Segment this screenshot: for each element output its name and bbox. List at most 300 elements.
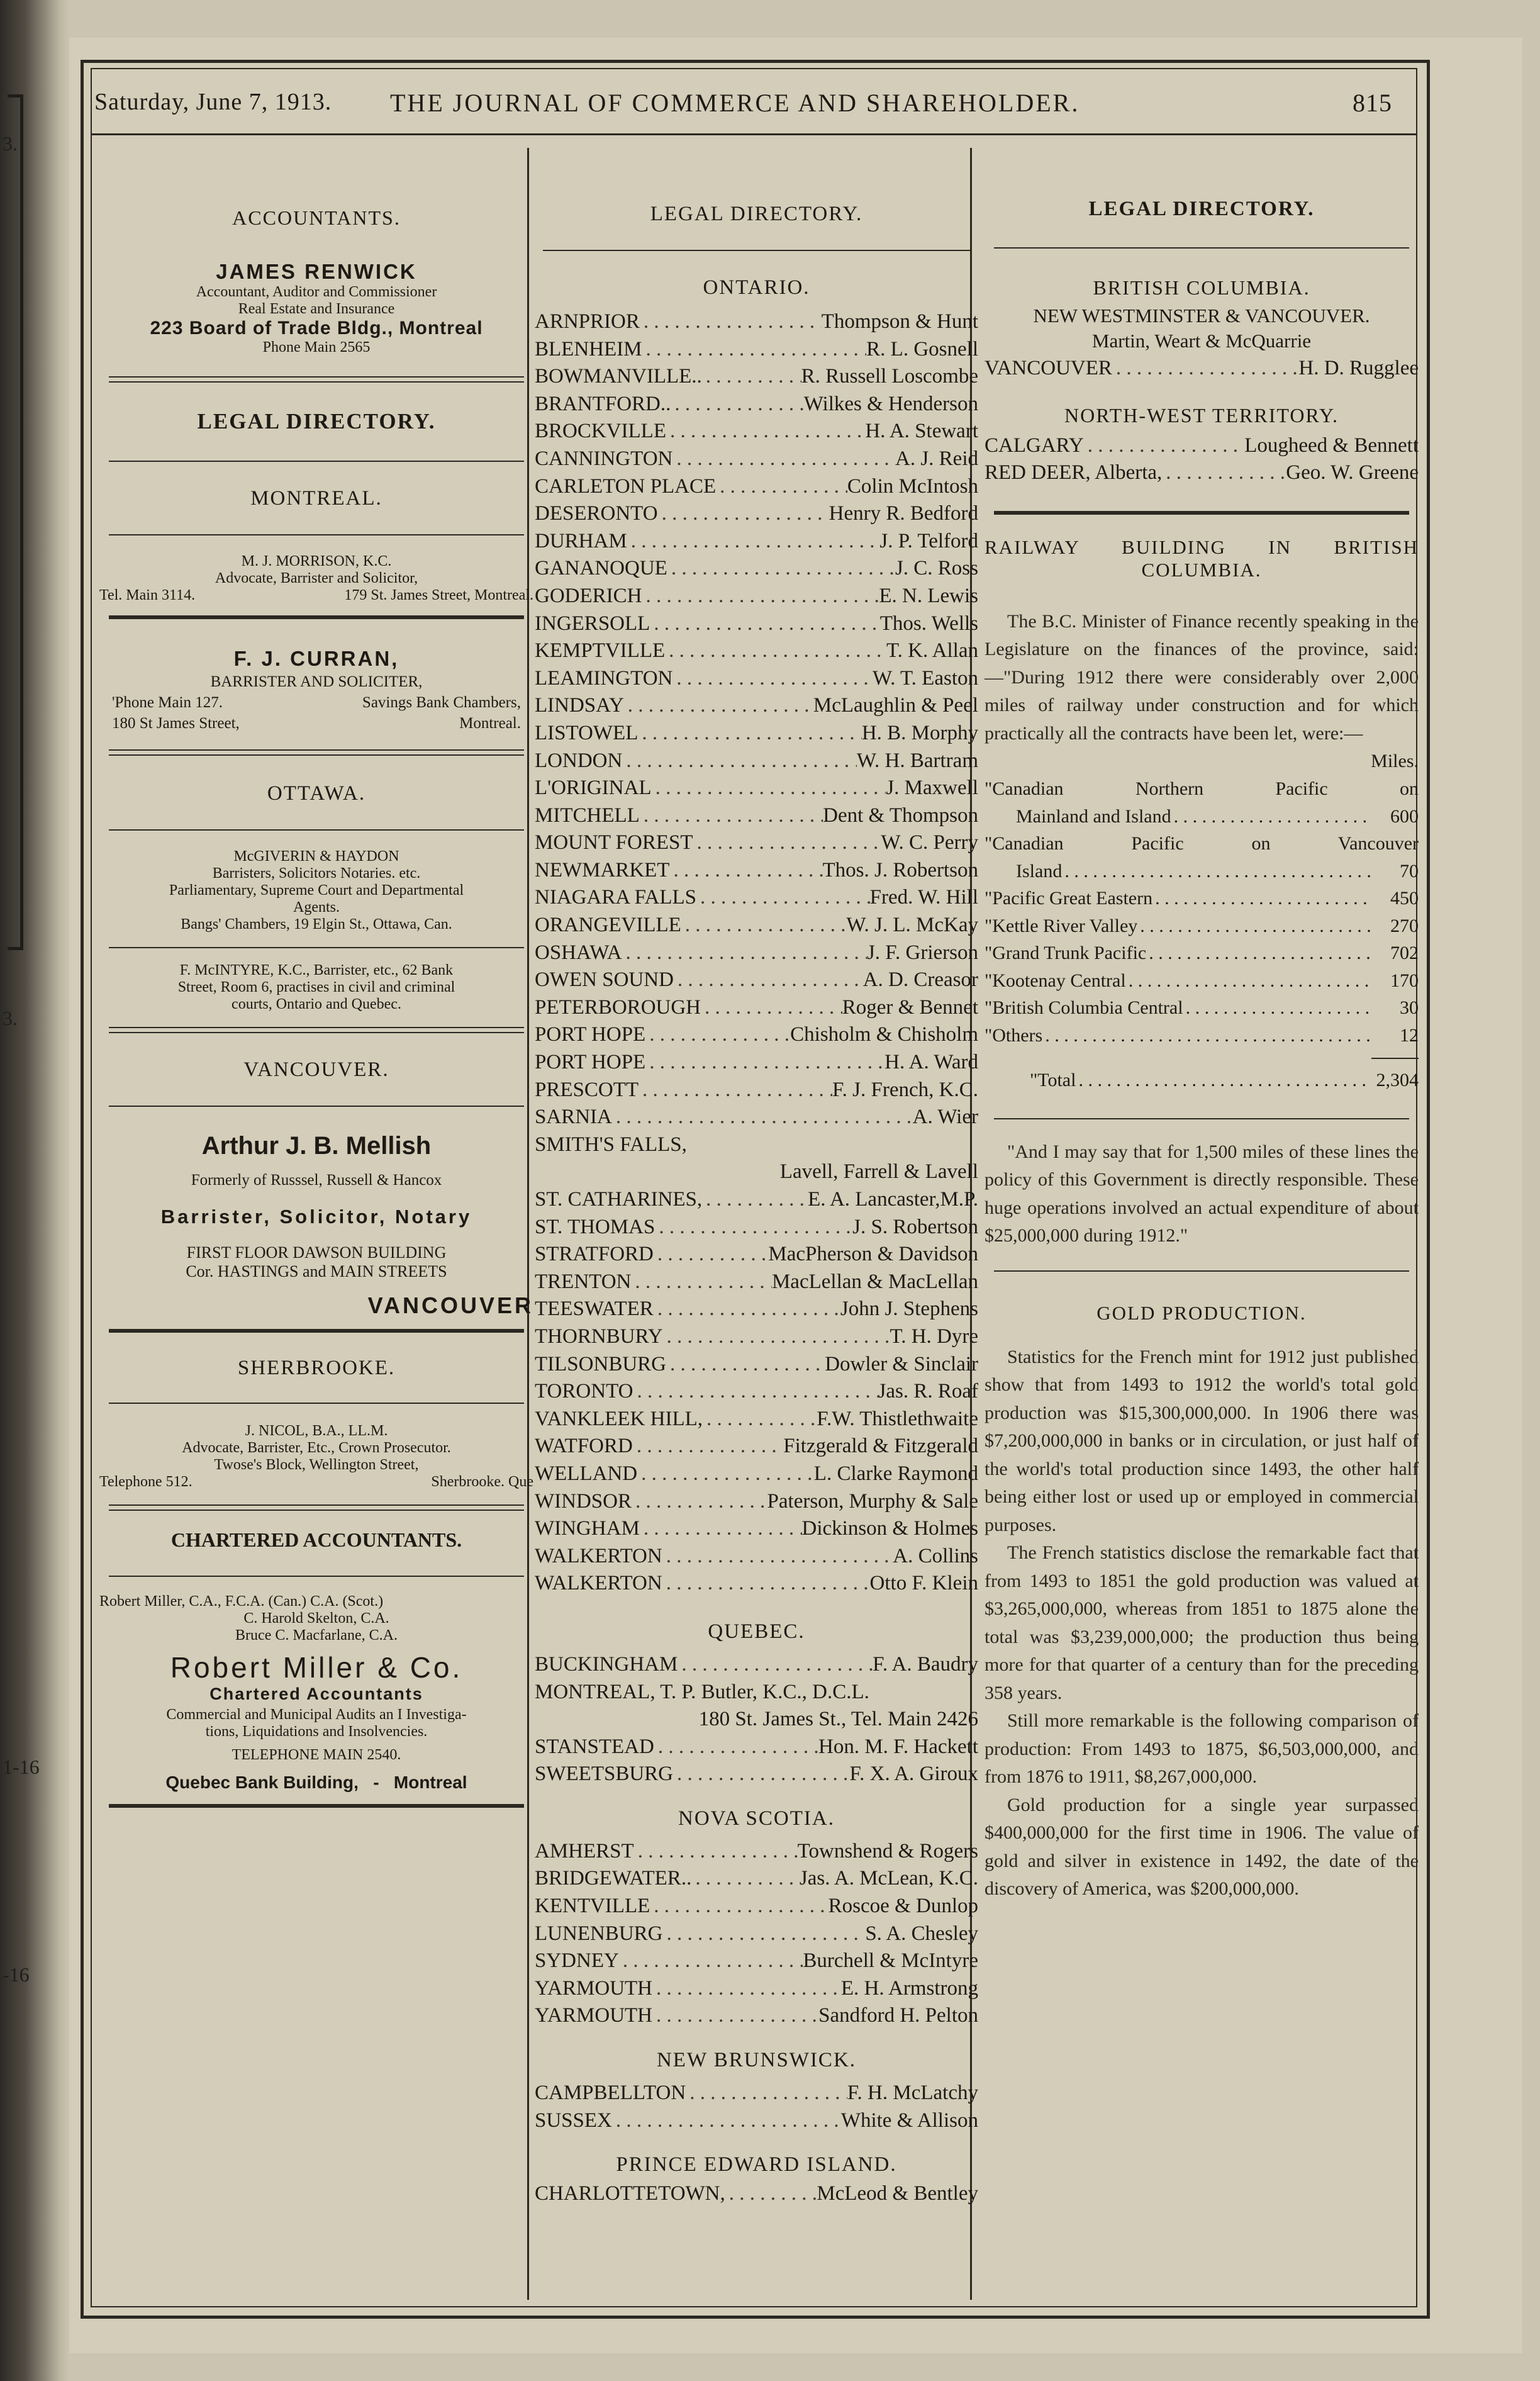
entry-firm: Otto F. Klein [869, 1572, 978, 1595]
renwick-name: JAMES RENWICK [216, 260, 417, 283]
directory-entry [535, 1351, 978, 1379]
directory-entry [535, 583, 978, 610]
quebec-listings [535, 1651, 978, 1788]
entry-firm: A. D. Creasor [862, 968, 978, 992]
divider [994, 247, 1409, 249]
entry-place: TILSONBURG [535, 1352, 667, 1375]
newspaper-page [69, 38, 1522, 2353]
mcintyre-line: courts, Ontario and Quebec. [232, 996, 401, 1012]
divider [109, 461, 524, 462]
entry-place: LUNENBURG [535, 1922, 663, 1945]
entry-place: SMITH'S FALLS, [535, 1133, 687, 1156]
directory-entry [535, 1679, 978, 1706]
montreal-heading: MONTREAL. [250, 487, 382, 510]
entry-firm: E. N. Lewis [879, 584, 978, 607]
railway-name: "Others [985, 1024, 1043, 1046]
entry-firm: MacPherson & Davidson [768, 1243, 978, 1266]
railway-miles: 600 [1390, 805, 1419, 827]
directory-entry [535, 1433, 978, 1460]
entry-firm: Colin McIntosh [847, 474, 978, 498]
entry-place: INGERSOLL [535, 612, 650, 635]
entry-firm: J. F. Grierson [866, 941, 978, 964]
directory-entry [535, 692, 978, 720]
miller-firm-name: Robert Miller & Co. [170, 1651, 463, 1684]
spine-text: 3. [3, 1007, 18, 1029]
curran-chambers: Savings Bank Chambers, [362, 694, 521, 711]
directory-entry [535, 1761, 978, 1788]
spine-text: 1-16 [3, 1756, 40, 1778]
entry-place: RED DEER, Alberta, [985, 461, 1163, 485]
nicol-phone: Telephone 512. [99, 1474, 192, 1490]
mellish-line: Cor. HASTINGS and MAIN STREETS [186, 1262, 447, 1280]
entry-firm: White & Allison [840, 2109, 978, 2132]
miles-label: Miles. [1371, 751, 1419, 772]
directory-entry [535, 1488, 978, 1516]
masthead-title: THE JOURNAL OF COMMERCE AND SHAREHOLDER. [390, 89, 1080, 117]
entry-place: DURHAM [535, 529, 627, 552]
directory-entry [535, 1515, 978, 1543]
renwick-address: 223 Board of Trade Bldg., Montreal [150, 318, 483, 339]
chartered-accountants-heading: CHARTERED ACCOUNTANTS. [170, 1528, 462, 1551]
gold-paragraph: Gold production for a single year surpassed $400,000,000 for the first time in 1906. The value of gold and silver in existence in 1492, the date of the discovery of America, was $200,000,000. [985, 1794, 1419, 1900]
divider [994, 1270, 1409, 1272]
quebec-heading: QUEBEC. [708, 1620, 805, 1643]
entry-place: PRESCOTT [535, 1078, 639, 1101]
mcintyre-line: F. McINTYRE, K.C., Barrister, etc., 62 Bank [179, 962, 454, 978]
miller-line: Robert Miller, C.A., F.C.A. (Can.) C.A. (Scot.) [99, 1593, 384, 1610]
divider [109, 1027, 524, 1033]
entry-firm: A. J. Reid [895, 447, 978, 470]
entry-place: LINDSAY [535, 694, 624, 717]
divider [109, 749, 524, 756]
header-rule [91, 133, 1417, 135]
directory-entry [535, 939, 978, 967]
vancouver-heading: VANCOUVER. [243, 1058, 389, 1081]
nwt-listings [985, 432, 1419, 487]
entry-place: TRENTON [535, 1270, 632, 1293]
nicol-name: J. NICOL, B.A., LL.M. [245, 1423, 388, 1439]
entry-firm: Roscoe & Dunlop [828, 1895, 978, 1918]
directory-entry [535, 1651, 978, 1679]
entry-firm: H. A. Stewart [865, 420, 978, 443]
renwick-line: Real Estate and Insurance [238, 301, 395, 317]
entry-place: NEWMARKET [535, 858, 670, 882]
directory-entry [535, 1975, 978, 2003]
divider [109, 1106, 524, 1107]
spine-text: 3. [3, 132, 18, 155]
entry-firm: R. L. Gosnell [866, 337, 978, 361]
entry-firm: E. A. Lancaster,M.P. [808, 1188, 978, 1211]
directory-entry [985, 432, 1419, 460]
entry-place: KEMPTVILLE [535, 639, 666, 663]
entry-place: CAMPBELLTON [535, 2081, 686, 2105]
directory-entry [535, 1104, 978, 1131]
entry-firm: Sandford H. Pelton [818, 2004, 978, 2027]
entry-firm: Lavell, Farrell & Lavell [779, 1160, 978, 1184]
entry-place: WATFORD [535, 1435, 633, 1458]
curran-city: Montreal. [459, 715, 521, 732]
column-middle [535, 151, 978, 2208]
entry-firm: A. Collins [893, 1544, 978, 1567]
table-row [985, 858, 1419, 885]
directory-entry [535, 555, 978, 583]
entry-firm: Dent & Thompson [823, 804, 978, 827]
directory-entry [535, 748, 978, 775]
entry-place: BROCKVILLE [535, 420, 666, 443]
directory-entry [535, 802, 978, 830]
directory-entry [535, 418, 978, 445]
legal-directory-heading: LEGAL DIRECTORY. [197, 409, 436, 434]
entry-place: SUSSEX [535, 2109, 612, 2132]
entry-firm: Thos. Wells [879, 612, 978, 635]
entry-place: BRIDGEWATER.. [535, 1867, 692, 1890]
directory-entry [535, 1838, 978, 1866]
entry-firm: E. H. Armstrong [840, 1976, 978, 2000]
pei-listings [535, 2180, 978, 2208]
directory-entry [535, 1158, 978, 1186]
directory-entry [535, 912, 978, 939]
entry-firm: F.W. Thistlethwaite [817, 1407, 978, 1430]
directory-entry [535, 2002, 978, 2030]
entry-firm: Lougheed & Bennett [1244, 434, 1419, 457]
table-row [985, 803, 1419, 831]
entry-firm: S. A. Chesley [865, 1922, 978, 1945]
directory-entry [535, 1734, 978, 1761]
divider [543, 250, 971, 251]
entry-place: SWEETSBURG [535, 1762, 674, 1786]
divider [109, 1576, 524, 1577]
railway-table [985, 775, 1419, 1049]
entry-firm: H. D. Rugglee [1298, 357, 1419, 379]
entry-firm: Fitzgerald & Fitzgerald [783, 1435, 978, 1458]
legal-directory-heading: LEGAL DIRECTORY. [650, 203, 863, 225]
entry-place: GODERICH [535, 584, 642, 607]
railway-miles: 270 [1390, 915, 1419, 936]
entry-place: ST. THOMAS [535, 1215, 656, 1238]
issue-date: Saturday, June 7, 1913. [94, 89, 332, 115]
directory-entry [535, 1131, 978, 1159]
entry-place: WINGHAM [535, 1517, 640, 1540]
table-row [985, 775, 1419, 803]
directory-entry [535, 1323, 978, 1351]
directory-entry [535, 775, 978, 802]
directory-entry [535, 445, 978, 473]
directory-entry [535, 829, 978, 857]
directory-entry [535, 637, 978, 665]
entry-place: MITCHELL [535, 804, 640, 827]
bc-heading: BRITISH COLUMBIA. [1093, 276, 1310, 299]
entry-place: KENTVILLE [535, 1895, 650, 1918]
railway-name: "Canadian Northern Pacific on [985, 778, 1419, 800]
railway-intro: The B.C. Minister of Finance recently speaking in the Legislature on the finances of the province, said:—"During 1912 there were considerably over 2,000 miles of railway under construction and for which practically all the contracts have been let, were:— [985, 610, 1419, 744]
directory-entry [535, 2080, 978, 2107]
morrison-tel: Tel. Main 3114. [99, 587, 196, 603]
column-left [99, 151, 533, 1808]
mellish-title: Barrister, Solicitor, Notary [160, 1206, 472, 1228]
miller-line: Commercial and Municipal Audits an I Investiga- [166, 1706, 467, 1723]
entry-place: WALKERTON [535, 1544, 662, 1567]
nwt-heading: NORTH-WEST TERRITORY. [1064, 403, 1339, 427]
ontario-listings [535, 308, 978, 1598]
railway-heading: RAILWAY BUILDING IN BRITISH [985, 535, 1419, 558]
miller-line: C. Harold Skelton, C.A. [243, 1610, 389, 1627]
directory-entry [535, 966, 978, 994]
entry-firm: McLeod & Bentley [817, 2182, 978, 2205]
entry-place: BRANTFORD.. [535, 392, 671, 415]
entry-firm: R. Russell Loscombe [801, 365, 978, 388]
entry-firm: J. S. Robertson [852, 1215, 978, 1238]
divider [994, 1118, 1409, 1119]
directory-entry [535, 2107, 978, 2135]
miller-subtitle: Chartered Accountants [209, 1684, 423, 1703]
morrison-line: Advocate, Barrister and Solicitor, [215, 570, 418, 586]
entry-firm: Wilkes & Henderson [803, 392, 978, 415]
entry-place: MOUNT FOREST [535, 831, 693, 854]
table-row [985, 830, 1419, 858]
entry-firm: T. K. Allan [886, 639, 978, 663]
entry-firm: Paterson, Murphy & Sale [767, 1489, 978, 1513]
directory-entry [535, 528, 978, 556]
entry-firm: F. X. A. Giroux [849, 1762, 978, 1786]
entry-place: WALKERTON [535, 1572, 662, 1595]
divider [109, 1804, 524, 1808]
divider [109, 1403, 524, 1404]
entry-firm: Fred. W. Hill [869, 886, 978, 909]
railway-quote: "And I may say that for 1,500 miles of these lines the policy of this Government is directly responsible. These huge operations involved an actual expenditure of about $25,000,000 during 1912." [985, 1141, 1419, 1247]
entry-place: NIAGARA FALLS [535, 886, 696, 909]
mellish-city: VANCOUVER [367, 1292, 533, 1318]
directory-entry [535, 610, 978, 638]
entry-place: AMHERST [535, 1839, 634, 1863]
entry-place: SARNIA [535, 1106, 612, 1129]
entry-place: BLENHEIM [535, 337, 642, 361]
entry-firm: MacLellan & MacLellan [771, 1270, 978, 1293]
bc-line: NEW WESTMINSTER & VANCOUVER. [1033, 305, 1370, 327]
entry-firm: W. T. Easton [872, 666, 978, 690]
railway-miles: 170 [1390, 970, 1419, 991]
mellish-line: FIRST FLOOR DAWSON BUILDING [186, 1243, 447, 1262]
entry-place: PETERBOROUGH [535, 995, 701, 1019]
mcgiverin-line: Agents. [293, 899, 340, 916]
railway-name: "Grand Trunk Pacific [985, 943, 1147, 964]
entry-place: THORNBURY [535, 1325, 663, 1348]
table-row [985, 1022, 1419, 1050]
divider [109, 376, 524, 383]
mellish-formerly: Formerly of Russsel, Russell & Hancox [191, 1172, 442, 1189]
gold-heading: GOLD PRODUCTION. [1096, 1301, 1307, 1324]
nova-scotia-listings [535, 1838, 978, 2030]
railway-name: "Canadian Pacific on Vancouver [985, 833, 1419, 854]
entry-firm: Roger & Bennet [842, 995, 978, 1019]
directory-entry [535, 1406, 978, 1433]
divider [109, 1329, 524, 1333]
railway-miles: 450 [1390, 888, 1419, 909]
entry-place: CALGARY [985, 434, 1084, 457]
curran-line: BARRISTER AND SOLICITER, [210, 673, 423, 690]
railway-miles: 12 [1400, 1024, 1419, 1046]
total-label: "Total [1030, 1070, 1076, 1091]
entry-firm: J. P. Telford [879, 529, 978, 552]
article-body [985, 608, 1419, 748]
railway-name: "Kootenay Central [985, 970, 1126, 991]
ontario-heading: ONTARIO. [703, 276, 810, 299]
entry-place: YARMOUTH [535, 2004, 653, 2027]
mcgiverin-line: Barristers, Solicitors Notaries. etc. [212, 865, 421, 882]
miller-phone: TELEPHONE MAIN 2540. [232, 1747, 401, 1763]
accountants-heading: ACCOUNTANTS. [232, 206, 401, 229]
nova-scotia-heading: NOVA SCOTIA. [678, 1807, 835, 1830]
entry-firm: Hon. M. F. Hackett [818, 1735, 978, 1758]
directory-entry [535, 1706, 978, 1734]
entry-place: BUCKINGHAM [535, 1652, 678, 1676]
article-body [985, 1343, 1419, 1903]
entry-place: TEESWATER [535, 1297, 654, 1321]
table-row [985, 967, 1419, 995]
miller-line: Bruce C. Macfarlane, C.A. [235, 1627, 398, 1644]
curran-phone: 'Phone Main 127. [112, 694, 223, 711]
directory-entry [535, 1296, 978, 1323]
directory-entry [535, 391, 978, 418]
entry-place: ARNPRIOR [535, 310, 640, 333]
entry-firm: Dickinson & Holmes [801, 1517, 978, 1540]
entry-place: DESERONTO [535, 502, 658, 525]
gold-paragraph: Still more remarkable is the following comparison of production: From 1493 to 1875, $6,503,000,000, and from 1876 to 1911, $8,267,000,000. [985, 1710, 1419, 1788]
entry-firm: W. H. Bartram [856, 749, 978, 772]
entry-place: STANSTEAD [535, 1735, 654, 1758]
mcintyre-line: Street, Room 6, practises in civil and criminal [177, 979, 455, 995]
entry-firm: H. B. Morphy [861, 721, 978, 744]
directory-entry [535, 1947, 978, 1975]
directory-entry [535, 1049, 978, 1077]
entry-firm: L. Clarke Raymond [813, 1462, 978, 1485]
entry-place: CANNINGTON [535, 447, 673, 470]
entry-place: CARLETON PLACE [535, 474, 717, 498]
entry-firm: John J. Stephens [840, 1297, 978, 1321]
gold-paragraph: Statistics for the French mint for 1912 just published show that from 1493 to 1912 the world's total gold production was $15,300,000,000. In 1906 there was $7,200,000,000 in banks or in circulation, or just half of the world's total production since 1493, the other half being either lost or used up or employed in commercial purposes. [985, 1346, 1419, 1535]
railway-heading: COLUMBIA. [1141, 558, 1262, 581]
entry-firm: Townshend & Rogers [797, 1839, 978, 1863]
bc-line: Martin, Weart & McQuarrie [1091, 330, 1312, 352]
directory-entry [985, 355, 1419, 383]
divider [109, 534, 524, 535]
book-spine [0, 0, 69, 2381]
entry-firm: Thompson & Hunt [821, 310, 978, 333]
renwick-phone: Phone Main 2565 [262, 339, 371, 356]
directory-entry [535, 1570, 978, 1598]
curran-street: 180 St James Street, [112, 715, 240, 732]
entry-firm: Chisholm & Chisholm [790, 1023, 978, 1046]
renwick-line: Accountant, Auditor and Commissioner [196, 284, 437, 300]
spine-bracket [8, 94, 23, 950]
total-value: 2,304 [1376, 1070, 1419, 1091]
entry-place: PORT HOPE [535, 1051, 646, 1074]
entry-firm: F. H. McLatchy [847, 2081, 978, 2105]
entry-place: ORANGEVILLE [535, 914, 681, 937]
table-row [985, 994, 1419, 1022]
mellish-name: Arthur J. B. Mellish [201, 1132, 432, 1160]
entry-place: YARMOUTH [535, 1976, 653, 2000]
directory-entry [535, 1460, 978, 1488]
entry-firm: F. A. Baudry [873, 1652, 978, 1676]
pei-heading: PRINCE EDWARD ISLAND. [616, 2153, 897, 2177]
entry-place: WINDSOR [535, 1489, 632, 1513]
directory-entry [535, 1893, 978, 1920]
entry-place: VANKLEEK HILL, [535, 1407, 703, 1430]
directory-entry [535, 2180, 978, 2208]
entry-firm: J. C. Ross [895, 557, 978, 580]
new-brunswick-listings [535, 2080, 978, 2134]
railway-name: "Pacific Great Eastern [985, 888, 1153, 909]
entry-place: BOWMANVILLE.. [535, 365, 702, 388]
directory-entry [535, 884, 978, 912]
entry-firm: Burchell & McIntyre [803, 1949, 978, 1973]
entry-firm: H. A. Ward [884, 1051, 978, 1074]
divider [109, 615, 524, 619]
entry-place: WELLAND [535, 1462, 638, 1485]
divider [109, 947, 524, 948]
railway-miles: 702 [1390, 943, 1419, 964]
gold-paragraph: The French statistics disclose the remarkable fact that from 1493 to 1851 the gold production was valued at $3,265,000,000, whereas from 1851 to 1875 alone the total was $3,239,000,000; the production thus being more for that quarter of a century than for the preceding 358 years. [985, 1542, 1419, 1703]
railway-name: Island [1016, 860, 1063, 882]
directory-entry [535, 500, 978, 528]
entry-firm: Jas. R. Roaf [878, 1380, 978, 1403]
entry-firm: F. J. French, K.C. [832, 1078, 978, 1101]
miller-line: tions, Liquidations and Insolvencies. [205, 1723, 428, 1740]
curran-name: F. J. CURRAN, [233, 647, 399, 670]
mcgiverin-line: Parliamentary, Supreme Court and Departmental [169, 882, 464, 899]
directory-entry [535, 1865, 978, 1893]
directory-entry [535, 1378, 978, 1406]
entry-place: ST. CATHARINES, [535, 1188, 703, 1211]
directory-entry [535, 665, 978, 693]
table-row [985, 939, 1419, 967]
railway-miles: 30 [1400, 997, 1419, 1019]
railway-name: "British Columbia Central [985, 997, 1183, 1019]
sherbrooke-heading: SHERBROOKE. [237, 1357, 396, 1379]
ottawa-heading: OTTAWA. [267, 782, 366, 805]
directory-entry [535, 720, 978, 748]
entry-firm: Henry R. Bedford [829, 502, 978, 525]
spine-text: -16 [3, 1963, 30, 1986]
nicol-line: Twose's Block, Wellington Street, [214, 1457, 419, 1473]
directory-entry [535, 1214, 978, 1241]
directory-entry [535, 1077, 978, 1104]
new-brunswick-heading: NEW BRUNSWICK. [656, 2049, 857, 2072]
entry-place: VANCOUVER [985, 357, 1112, 379]
entry-firm: Dowler & Sinclair [825, 1352, 978, 1375]
entry-place: GANANOQUE [535, 557, 667, 580]
nicol-city: Sherbrooke. Que [431, 1474, 533, 1490]
entry-place: PORT HOPE [535, 1023, 646, 1046]
directory-entry [535, 857, 978, 885]
entry-place: LEAMINGTON [535, 666, 673, 690]
railway-miles: 70 [1400, 860, 1419, 882]
directory-entry [535, 1920, 978, 1948]
directory-entry [535, 1543, 978, 1571]
entry-place: LONDON [535, 749, 623, 772]
entry-place: MONTREAL, T. P. Butler, K.C., D.C.L. [535, 1680, 869, 1703]
directory-entry [535, 1186, 978, 1214]
entry-place: LISTOWEL [535, 721, 639, 744]
miller-address: Quebec Bank Building, - Montreal [165, 1773, 467, 1792]
divider [994, 511, 1409, 515]
divider [109, 1504, 524, 1511]
directory-entry [985, 459, 1419, 487]
entry-place: TORONTO [535, 1380, 633, 1403]
directory-entry [535, 336, 978, 364]
directory-entry [535, 1241, 978, 1269]
directory-entry [535, 994, 978, 1022]
